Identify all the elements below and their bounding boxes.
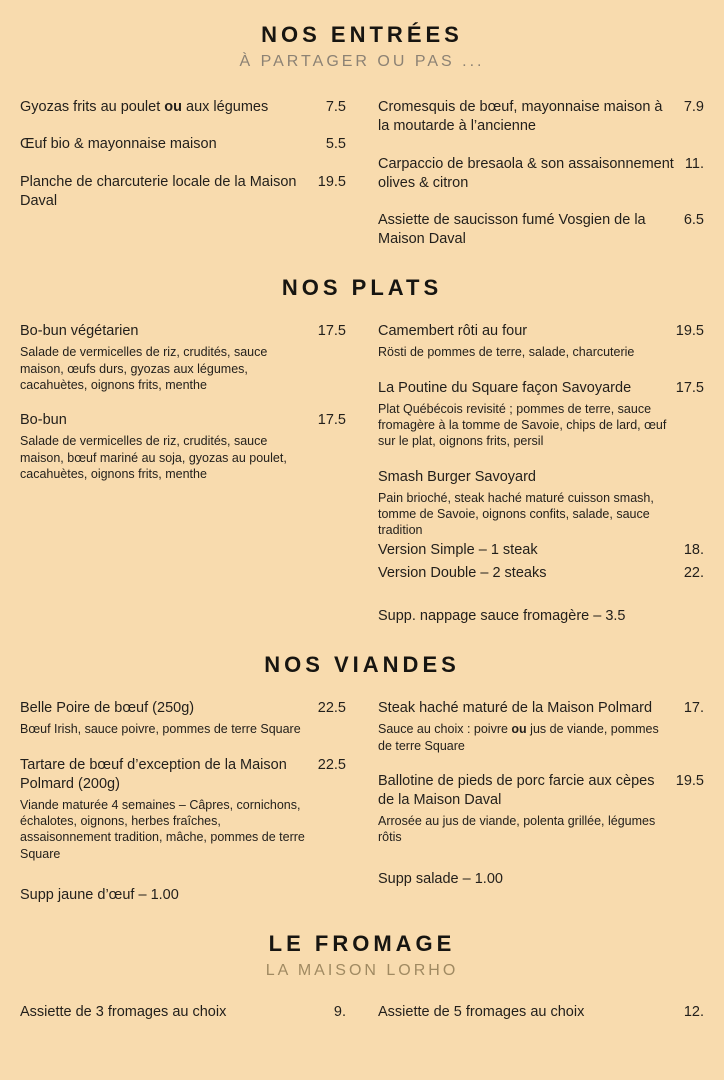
menu-item-steak-hache	[378, 699, 704, 754]
item-name: Camembert rôti au four	[378, 323, 528, 340]
item-description: Arrosée au jus de viande, polenta grillée, légumes rôtis	[378, 814, 656, 845]
item-name: Cromesquis de bœuf, mayonnaise maison à la moutarde à l’ancienne	[378, 99, 663, 135]
item-row	[20, 135, 346, 154]
version-price: 22.	[683, 564, 704, 581]
item-row	[378, 1003, 704, 1022]
item-row	[20, 411, 346, 430]
item-row	[20, 322, 346, 341]
item-name	[20, 98, 278, 117]
menu-note-supp-salade	[378, 870, 704, 889]
section-subtitle-entrees: À PARTAGER OU PAS ...	[239, 53, 485, 71]
section-plats	[20, 275, 704, 644]
desc-part: Sauce au choix : poivre	[378, 722, 512, 737]
version-label: Version Double – 2 steaks	[378, 564, 547, 581]
desc-part-bold: ou	[511, 722, 527, 737]
item-row	[20, 98, 346, 117]
menu-item-3-fromages	[20, 1003, 346, 1022]
item-description: Salade de vermicelles de riz, crudités, sauce maison, œufs durs, gyozas aux légumes, cacahuètes, oignons frits, menthe	[20, 345, 268, 392]
menu-note-supp-nappage	[378, 607, 704, 626]
section-title-entrees: NOS ENTRÉES	[261, 22, 463, 47]
item-name: Assiette de 5 fromages au choix	[378, 1004, 585, 1021]
item-price: 19.5	[317, 173, 346, 190]
item-price: 22.5	[317, 756, 346, 773]
item-price: 12.	[683, 1004, 704, 1021]
item-price: 6.5	[683, 211, 704, 228]
item-price: 9.	[333, 1004, 346, 1021]
item-name: Planche de charcuterie locale de la Maison Daval	[20, 173, 297, 209]
item-price: 17.5	[317, 323, 346, 340]
menu-item-bobun-vegetarien	[20, 322, 346, 393]
section-entrees	[20, 22, 704, 267]
name-part: Gyozas frits au poulet	[20, 99, 165, 116]
item-description: Pain brioché, steak haché maturé cuisson smash, tomme de Savoie, oignons confits, salade, sauce tradition	[378, 490, 654, 538]
item-name: Œuf bio & mayonnaise maison	[20, 136, 217, 153]
section-title-plats: NOS PLATS	[281, 275, 443, 301]
item-name: Assiette de 3 fromages au choix	[20, 1004, 227, 1021]
section-title-fromage: LE FROMAGE	[268, 930, 456, 956]
item-price: 11.	[684, 155, 704, 172]
menu-item-carpaccio	[378, 155, 704, 193]
item-description: Bœuf Irish, sauce poivre, pommes de terre Square	[20, 722, 301, 737]
viandes-columns	[20, 699, 704, 923]
item-price: 17.5	[675, 379, 704, 396]
menu-item-gyozas	[20, 98, 346, 117]
column-right	[378, 1003, 704, 1040]
menu-item-belle-poire	[20, 699, 346, 737]
section-viandes	[20, 652, 704, 923]
version-price: 18.	[683, 542, 704, 559]
item-name: Steak haché maturé de la Maison Polmard	[378, 700, 653, 717]
item-name: Bo-bun	[20, 412, 67, 429]
item-name: La Poutine du Square façon Savoyarde	[378, 379, 632, 396]
smash-version-double	[378, 564, 704, 583]
fromage-columns	[20, 1003, 704, 1040]
menu-item-5-fromages	[378, 1003, 704, 1022]
menu-item-oeuf-bio	[20, 135, 346, 154]
entrees-columns	[20, 98, 704, 267]
item-row	[378, 772, 704, 810]
item-row	[378, 379, 704, 398]
menu-item-ballotine	[378, 772, 704, 846]
item-description: Plat Québécois revisité ; pommes de terre, sauce fromagère à la tomme de Savoie, chips de lard, œuf sur le plat, oignons frits, persil	[378, 401, 667, 449]
item-price: 7.9	[683, 99, 704, 116]
menu-note-supp-jaune	[20, 886, 346, 905]
item-row	[378, 155, 704, 193]
item-price: 19.5	[675, 323, 704, 340]
item-row	[20, 756, 346, 794]
item-row	[378, 468, 704, 487]
column-left	[20, 1003, 346, 1040]
item-price: 7.5	[325, 99, 346, 116]
note-label: Supp salade – 1.00	[378, 870, 503, 887]
item-price: 17.5	[317, 412, 346, 429]
item-price: 17.	[683, 700, 704, 717]
name-part-bold: ou	[164, 99, 182, 116]
note-label: Supp. nappage sauce fromagère – 3.5	[378, 607, 626, 624]
item-description: Salade de vermicelles de riz, crudités, sauce maison, bœuf mariné au soja, gyozas au poulet, cacahuètes, oignons frits, menthe	[20, 434, 287, 481]
item-description: Rösti de pommes de terre, salade, charcuterie	[378, 345, 635, 360]
item-name: Tartare de bœuf d’exception de la Maison Polmard (200g)	[20, 756, 287, 792]
item-name: Bo-bun végétarien	[20, 323, 139, 340]
item-name: Ballotine de pieds de porc farcie aux cèpes de la Maison Daval	[378, 772, 655, 808]
item-row	[20, 1003, 346, 1022]
item-description	[378, 721, 704, 754]
column-left	[20, 98, 346, 229]
menu-item-tartare	[20, 756, 346, 862]
item-name: Assiette de saucisson fumé Vosgien de la Maison Daval	[378, 211, 646, 247]
menu-item-poutine	[378, 379, 704, 450]
menu-item-saucisson-fume	[378, 211, 704, 249]
item-name: Smash Burger Savoyard	[378, 468, 536, 485]
item-row	[378, 699, 704, 718]
version-label: Version Simple – 1 steak	[378, 542, 538, 559]
column-right	[378, 98, 704, 267]
column-left	[20, 322, 346, 500]
item-row	[20, 699, 346, 718]
column-right	[378, 322, 704, 644]
item-name: Carpaccio de bresaola & son assaisonnement olives & citron	[378, 155, 674, 191]
menu-item-smash-burger	[378, 468, 704, 583]
menu-item-camembert	[378, 322, 704, 360]
menu-item-cromesquis	[378, 98, 704, 136]
section-subtitle-fromage: LA MAISON LORHO	[265, 962, 459, 980]
column-right	[378, 699, 704, 907]
item-price: 5.5	[325, 136, 346, 153]
plats-columns	[20, 322, 704, 644]
item-price: 22.5	[317, 700, 346, 717]
item-price: 19.5	[675, 772, 704, 789]
item-row	[20, 173, 346, 211]
menu-item-planche-charcuterie	[20, 173, 346, 211]
smash-version-simple	[378, 541, 704, 560]
column-left	[20, 699, 346, 923]
note-label: Supp jaune d’œuf – 1.00	[20, 886, 179, 903]
section-title-viandes: NOS VIANDES	[264, 651, 460, 677]
menu-item-bobun	[20, 411, 346, 482]
name-part: aux légumes	[181, 99, 269, 116]
item-description: Viande maturée 4 semaines – Câpres, cornichons, échalotes, oignons, herbes fraîches, assaisonnement tradition, mâche, pommes de terre Square	[20, 797, 305, 861]
desc-part: jus de viande, pommes de terre Square	[378, 722, 659, 753]
item-row	[378, 211, 704, 249]
item-row	[378, 322, 704, 341]
item-row	[378, 98, 704, 136]
item-name: Belle Poire de bœuf (250g)	[20, 700, 195, 717]
